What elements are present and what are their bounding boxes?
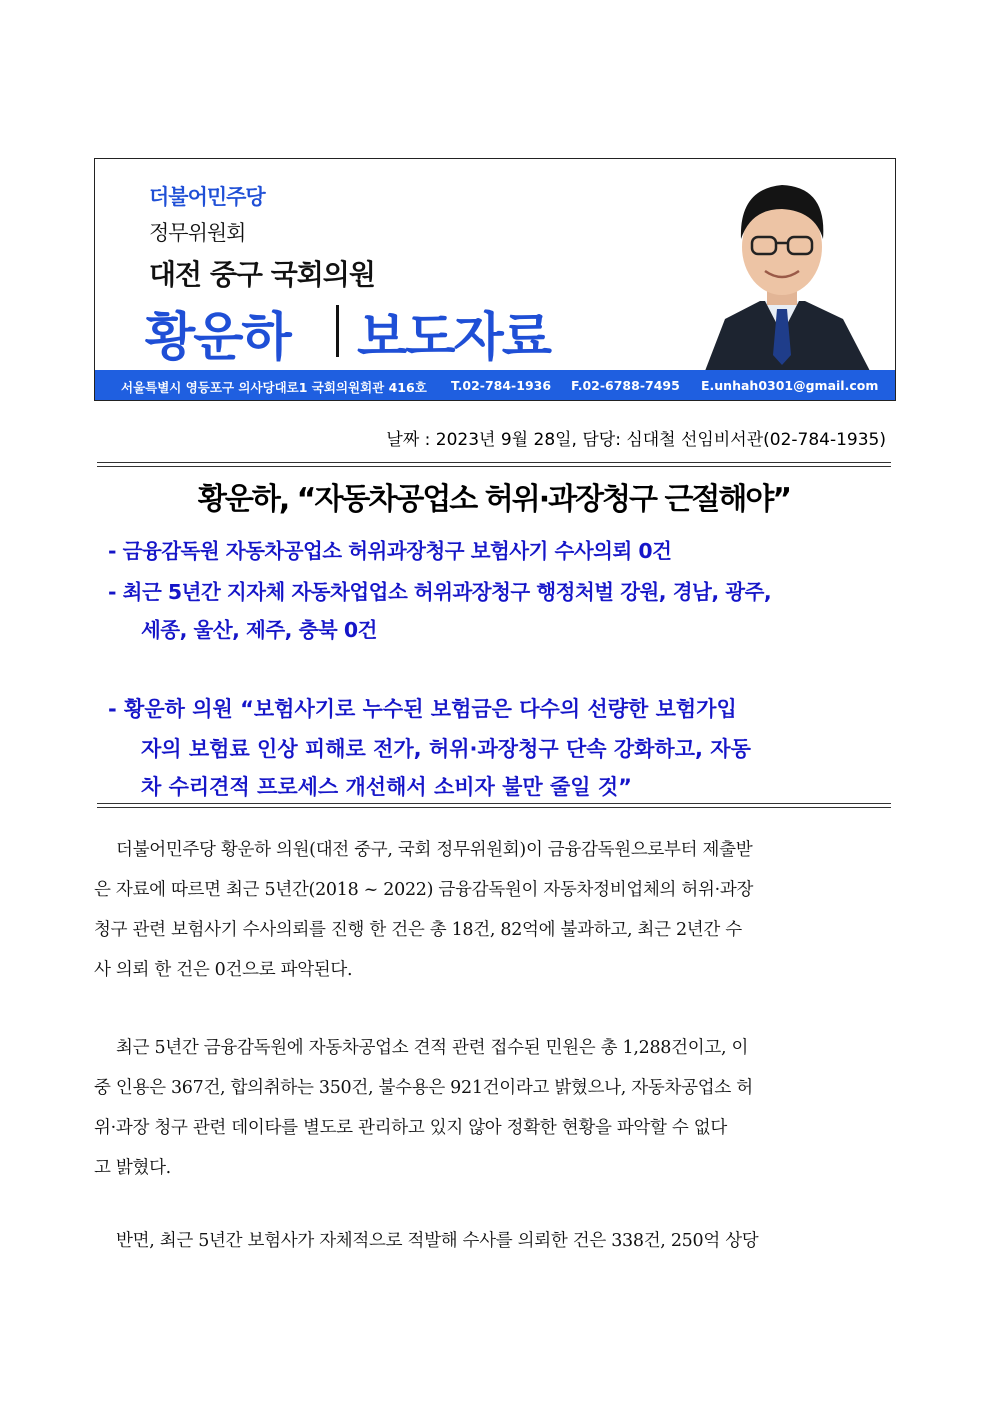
title-rule-top-2 — [97, 466, 891, 467]
section-rule-2 — [97, 807, 891, 808]
email-address[interactable]: E.unhah0301@gmail.com — [701, 378, 879, 393]
lawmaker-portrait — [665, 159, 896, 371]
title-rule-top-1 — [97, 462, 891, 463]
paragraph-line: 사 의뢰 한 건은 0건으로 파악된다. — [94, 960, 353, 980]
phone-number: T.02-784-1936 — [451, 378, 552, 393]
office-address: 서울특별시 영등포구 의사당대로1 국회의원회관 416호 — [121, 380, 427, 395]
paragraph-line: 청구 관련 보험사기 수사의뢰를 진행 한 건은 총 18건, 82억에 불과하고, 최근 2년간 수 — [94, 920, 742, 940]
dateline: 날짜 : 2023년 9월 28일, 담당: 심대철 선임비서관(02-784-1935) — [386, 430, 886, 450]
press-release-banner — [94, 158, 896, 401]
paragraph-line: 최근 5년간 금융감독원에 자동차공업소 견적 관련 접수된 민원은 총 1,288건이고, 이 — [116, 1038, 749, 1058]
paragraph-line: 은 자료에 따르면 최근 5년간(2018 ~ 2022) 금융감독원이 자동차정비업체의 허위·과장 — [94, 880, 754, 900]
paragraph-line: 고 밝혔다. — [94, 1158, 171, 1178]
paragraph-line: 반면, 최근 5년간 보험사가 자체적으로 적발해 수사를 의뢰한 건은 338건, 250억 상당 — [116, 1231, 759, 1251]
subtitle-2-continued: 세종, 울산, 제주, 충북 0건 — [141, 618, 377, 642]
paragraph-line: 중 인용은 367건, 합의취하는 350건, 불수용은 921건이라고 밝혔으나, 자동차공업소 허 — [94, 1078, 753, 1098]
party-name: 더불어민주당 — [149, 185, 265, 209]
contact-footer — [95, 370, 895, 400]
headline: 황운하, “자동차공업소 허위·과장청구 근절해야” — [197, 482, 791, 517]
district-title: 대전 중구 국회의원 — [149, 258, 375, 291]
release-label: 보도자료 — [357, 308, 550, 368]
section-rule-1 — [97, 803, 891, 804]
paragraph-line: 위·과장 청구 관련 데이타를 별도로 관리하고 있지 않아 정확한 현황을 파악할 수 없다 — [94, 1118, 727, 1138]
committee-name: 정무위원회 — [149, 221, 246, 245]
quote-line-3: 차 수리견적 프로세스 개선해서 소비자 불만 줄일 것” — [141, 775, 632, 799]
quote-line-2: 자의 보험료 인상 피해로 전가, 허위·과장청구 단속 강화하고, 자동 — [141, 737, 751, 761]
paragraph-line: 더불어민주당 황운하 의원(대전 중구, 국회 정무위원회)이 금융감독원으로부터 제출받 — [116, 840, 753, 860]
lawmaker-name: 황운하 — [145, 308, 290, 368]
subtitle-1: - 금융감독원 자동차공업소 허위과장청구 보험사기 수사의뢰 0건 — [108, 539, 672, 563]
fax-number: F.02-6788-7495 — [571, 378, 680, 393]
quote-line-1: - 황운하 의원 “보험사기로 누수된 보험금은 다수의 선량한 보험가입 — [108, 697, 737, 721]
title-divider — [336, 305, 339, 357]
subtitle-2: - 최근 5년간 지자체 자동차업업소 허위과장청구 행정처벌 강원, 경남, 광주, — [108, 580, 772, 604]
